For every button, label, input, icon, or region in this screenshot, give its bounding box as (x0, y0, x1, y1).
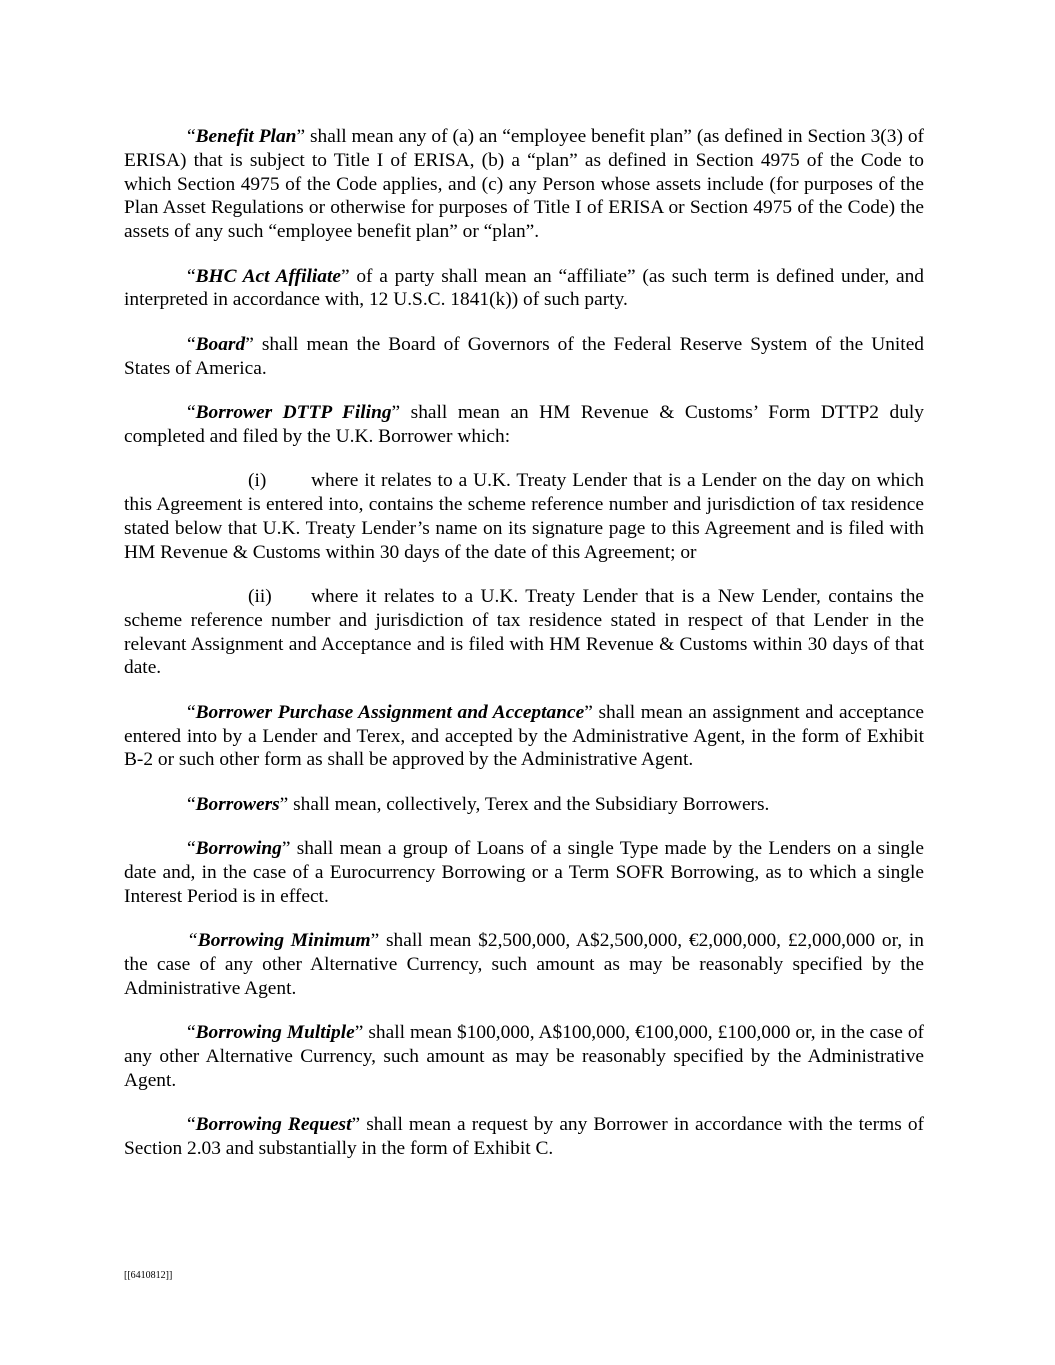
definition-borrowing-minimum: “Borrowing Minimum” shall mean $2,500,000, A$2,500,000, €2,000,000, £2,000,000 or, in the case of any other Alternative Currency, such amount as may be reasonably specified by the Administrative Agent. (124, 930, 924, 999)
definition-borrowing-request: “Borrowing Request” shall mean a request by any Borrower in accordance with the terms of Section 2.03 and substantially in the form of Exhibit C. (124, 1114, 925, 1159)
defined-term: BHC Act Affiliate (195, 265, 341, 287)
definition-text: ” shall mean $100,000, A$100,000, €100,000, £100,000 or, in the case of any other Alternative Currency, such amount as may be reasonably specified by the Administrative Agent. (124, 1022, 924, 1091)
definition-text: ” shall mean any of (a) an “employee benefit plan” (as defined in Section 3(3) of ERISA) that is subject to Title I of ERISA, (b) a “plan” as defined in Section 4975 of the Code to which Section 4975 of the Code applies, and (c) any Person whose assets include (for purposes of the Plan Asset Regulations or otherwise for purposes of Title I of ERISA or Section 4975 of the Code) the assets of any such “employee benefit plan” or “plan”. (124, 126, 925, 243)
clause-number: (ii) (248, 585, 272, 607)
document-id-footer: [[6410812]] (124, 1270, 173, 1281)
defined-term: Borrowing Minimum (197, 930, 371, 952)
definition-borrower-dttp-filing: “Borrower DTTP Filing” shall mean an HM Revenue & Customs’ Form DTTP2 duly completed and filed by the U.K. Borrower which: (124, 401, 924, 447)
defined-term: Board (195, 333, 246, 355)
dttp-clause-ii (124, 585, 924, 680)
definition-borrower-purchase-assignment: “Borrower Purchase Assignment and Acceptance” shall mean an assignment and acceptance entered into by a Lender and Terex, and accepted by the Administrative Agent, in the form of Exhibit B-2 or such other form as shall be approved by the Administrative Agent. (124, 701, 924, 771)
dttp-clause-i (124, 469, 924, 564)
defined-term: Borrower DTTP Filing (195, 401, 392, 423)
definition-bhc-act-affiliate: “BHC Act Affiliate” of a party shall mean an “affiliate” (as such term is defined under, and interpreted in accordance with, 12 U.S.C. 1841(k)) of such party. (124, 265, 925, 311)
definition-text: ” shall mean an assignment and acceptance entered into by a Lender and Terex, and accepted by the Administrative Agent, in the form of Exhibit B-2 or such other form as shall be approved by the Administrative Agent. (124, 701, 924, 771)
definition-text: ” shall mean $2,500,000, A$2,500,000, €2,000,000, £2,000,000 or, in the case of any other Alternative Currency, such amount as may be reasonably specified by the Administrative Agent. (124, 930, 924, 999)
clause-text: where it relates to a U.K. Treaty Lender that is a Lender on the day on which this Agreement is entered into, contains the scheme reference number and jurisdiction of tax residence stated below that U.K. Treaty Lender’s name on its signature page to this Agreement and is filed with HM Revenue & Customs within 30 days of the date of this Agreement; or (124, 470, 924, 563)
definition-text: ” shall mean a request by any Borrower in accordance with the terms of Section 2.03 and substantially in the form of Exhibit C. (124, 1114, 925, 1159)
definition-text: ” shall mean an HM Revenue & Customs’ Form DTTP2 duly completed and filed by the U.K. Borrower which: (124, 401, 924, 447)
definition-text: ” of a party shall mean an “affiliate” (as such term is defined under, and interpreted in accordance with, 12 U.S.C. 1841(k)) of such party. (124, 265, 925, 311)
defined-term: Borrowers (195, 793, 280, 815)
definition-text: ” shall mean the Board of Governors of the Federal Reserve System of the United States of America. (124, 333, 924, 379)
clause-number: (i) (248, 470, 267, 492)
defined-term: Borrowing Request (195, 1114, 352, 1136)
definition-borrowing-multiple: “Borrowing Multiple” shall mean $100,000, A$100,000, €100,000, £100,000 or, in the case of any other Alternative Currency, such amount as may be reasonably specified by the Administrative Agent. (124, 1022, 924, 1091)
clause-text: where it relates to a U.K. Treaty Lender that is a New Lender, contains the scheme reference number and jurisdiction of tax residence stated in respect of that Lender in the relevant Assignment and Acceptance and is filed with HM Revenue & Customs within 30 days of that date. (124, 585, 924, 679)
defined-term: Benefit Plan (195, 126, 297, 147)
definition-text: ” shall mean, collectively, Terex and the Subsidiary Borrowers. (279, 793, 770, 815)
definition-benefit-plan: “Benefit Plan” shall mean any of (a) an “employee benefit plan” (as defined in Section 3(3) of ERISA) that is subject to Title I of ERISA, (b) a “plan” as defined in Section 4975 of the Code to which Section 4975 of the Code applies, and (c) any Person whose assets include (for purposes of the Plan Asset Regulations or otherwise for purposes of Title I of ERISA or Section 4975 of the Code) the assets of any such “employee benefit plan” or “plan”. (124, 126, 925, 243)
defined-term: Borrowing Multiple (195, 1022, 355, 1044)
definition-text: ” shall mean a group of Loans of a single Type made by the Lenders on a single date and, in the case of a Eurocurrency Borrowing or a Term SOFR Borrowing, as to which a single Interest Period is in effect. (124, 838, 924, 907)
definition-borrowing: “Borrowing” shall mean a group of Loans of a single Type made by the Lenders on a single date and, in the case of a Eurocurrency Borrowing or a Term SOFR Borrowing, as to which a single Interest Period is in effect. (124, 838, 924, 907)
definition-board: “Board” shall mean the Board of Governors of the Federal Reserve System of the United States of America. (124, 333, 924, 379)
defined-term: Borrowing (195, 838, 282, 860)
definitions-section (124, 125, 924, 1181)
defined-term: Borrower Purchase Assignment and Acceptance (195, 701, 585, 723)
definition-borrowers: “Borrowers” shall mean, collectively, Terex and the Subsidiary Borrowers. (187, 793, 770, 815)
